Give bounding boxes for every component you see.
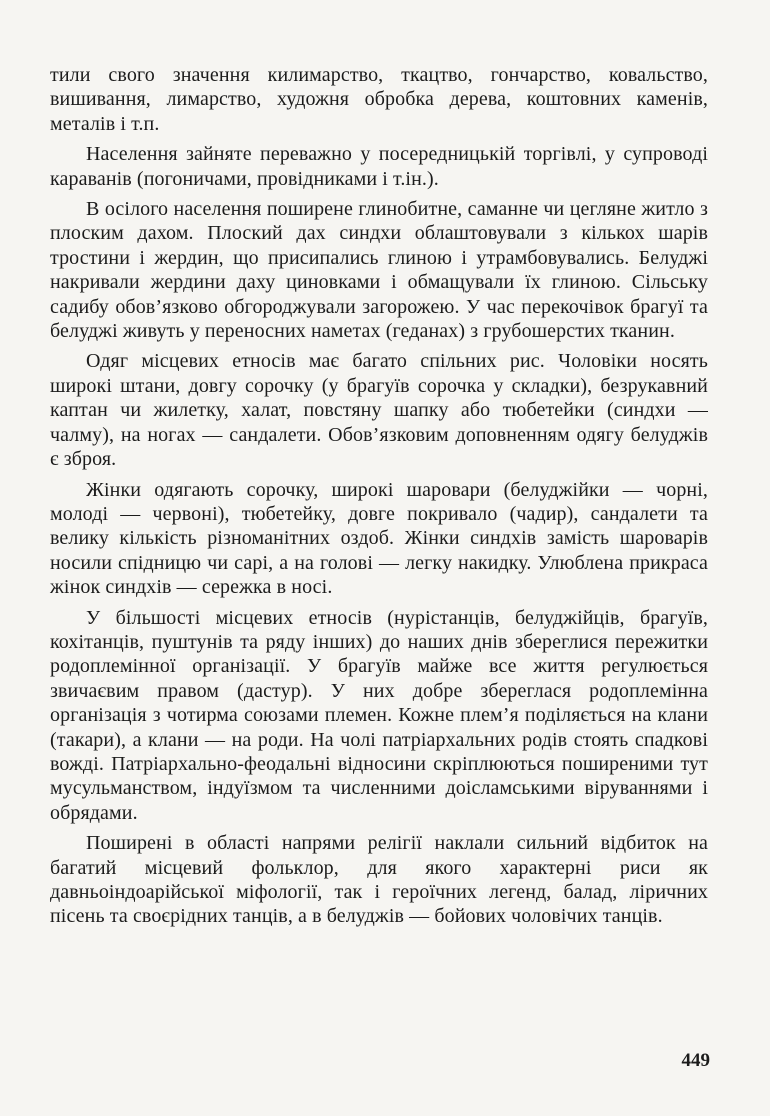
paragraph-crafts: тили свого значення килимарство, ткацтво, гончарство, ковальство, вишивання, лимарство, художня обробка дерева, коштовних каменів, металів і т.п.: [50, 64, 708, 135]
paragraph-social-organization: У більшості місцевих етносів (нурістанців, белуджійців, брагуїв, кохітанців, пуштунів та ряду інших) до наших днів збереглися пережитки родоплемінної організації. У брагуїв майже все життя регулюється звичаєвим правом (дастур). У них добре збереглася родоплемінна організація з чотирма союзами племен. Кожне плем’я поділяється на клани (такари), а клани — на роди. На чолі патріархальних родів стоять спадкові вожді. Патріархально-феодальні відносини скріплюються поширеними тут мусульманством, індуїзмом та численними доісламськими віруваннями і обрядами.: [50, 606, 708, 824]
body-text: [50, 63, 708, 929]
paragraph-religion-folklore: Поширені в області напрями релігії наклали сильний відбиток на багатий місцевий фольклор, для якого характерні риси як давньоіндоарійської міфології, так і героїчних легенд, балад, ліричних пісень та своєрідних танців, а в белуджів — бойових чоловічих танців.: [50, 832, 708, 928]
paragraph-womens-clothing: Жінки одягають сорочку, широкі шаровари (белуджійки — чорні, молоді — червоні), тюбетейку, довге покривало (чадир), сандалети та велику кількість різноманітних оздоб. Жінки синдхів замість шароварів носили спідницю чи сарі, а на голові — легку накидку. Улюблена прикраса жінок синдхів — сережка в носі.: [50, 478, 708, 599]
paragraph-housing: В осілого населення поширене глинобитне, саманне чи цегляне житло з плоским дахом. Плоский дах синдхи облаштовували з кількох шарів тростини і жердин, що присипались глиною і утрамбовувались. Белуджі накривали жердини даху циновками і обмащували їх глиною. Сільську садибу обов’язково обгороджували загорожею. У час перекочівок брагуї та белуджі живуть у переносних наметах (геданах) з грубошерстих тканин.: [50, 198, 708, 343]
paragraph-trade: Населення зайняте переважно у посередницькій торгівлі, у супроводі караванів (погоничами, провідниками і т.ін.).: [50, 143, 708, 190]
paragraph-mens-clothing: Одяг місцевих етносів має багато спільних рис. Чоловіки носять широкі штани, довгу сорочку (у брагуїв сорочка у складки), безрукавний каптан чи жилетку, халат, повстяну шапку або тюбетейки (синдхи — чалму), на ногах — сандалети. Обов’язковим доповненням одягу белуджів є зброя.: [50, 350, 708, 471]
page-number: 449: [681, 1050, 710, 1071]
